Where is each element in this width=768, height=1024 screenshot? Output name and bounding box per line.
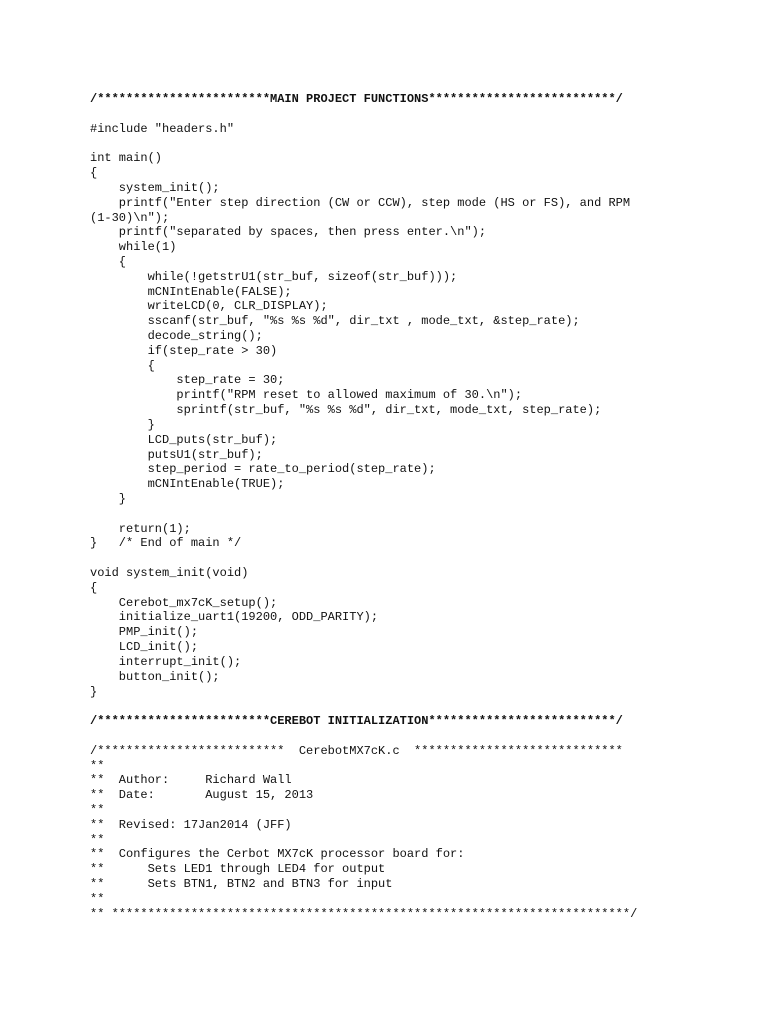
code-line: (1-30)\n");	[90, 210, 170, 225]
code-line: LCD_init();	[90, 640, 199, 655]
code-line: if(step_rate > 30)	[90, 343, 278, 358]
code-line: initialize_uart1(19200, ODD_PARITY);	[90, 610, 379, 625]
code-line: ** Sets BTN1, BTN2 and BTN3 for input	[90, 877, 393, 892]
code-line: {	[90, 166, 98, 181]
code-line: **	[90, 891, 105, 906]
code-line: ** Author: Richard Wall	[90, 773, 292, 788]
code-line: printf("Enter step direction (CW or CCW), step mode (HS or FS), and RPM	[90, 195, 631, 210]
code-line: sscanf(str_buf, "%s %s %d", dir_txt , mode_txt, &step_rate);	[90, 314, 580, 329]
code-line: Cerebot_mx7cK_setup();	[90, 595, 278, 610]
code-line: {	[90, 254, 127, 269]
code-line: ** Revised: 17Jan2014 (JFF)	[90, 817, 292, 832]
code-line: ** Sets LED1 through LED4 for output	[90, 862, 386, 877]
code-line: {	[90, 358, 155, 373]
source-code-listing	[90, 92, 750, 922]
code-line: while(!getstrU1(str_buf, sizeof(str_buf)));	[90, 269, 458, 284]
code-line: system_init();	[90, 180, 220, 195]
code-line: while(1)	[90, 240, 177, 255]
code-line: PMP_init();	[90, 625, 199, 640]
code-line: **	[90, 758, 105, 773]
code-line: **	[90, 832, 105, 847]
code-line: putsU1(str_buf);	[90, 447, 263, 462]
code-line: **	[90, 803, 105, 817]
code-line	[90, 107, 750, 122]
code-line: printf("separated by spaces, then press enter.\n");	[90, 225, 487, 240]
code-line: sprintf(str_buf, "%s %s %d", dir_txt, mode_txt, step_rate);	[90, 403, 602, 418]
code-line: }	[90, 491, 127, 506]
code-line: mCNIntEnable(TRUE);	[90, 477, 285, 492]
code-line	[90, 699, 750, 714]
code-line: step_rate = 30;	[90, 373, 285, 388]
code-line: step_period = rate_to_period(step_rate);	[90, 462, 436, 477]
code-line	[90, 507, 750, 522]
code-line: ** Date: August 15, 2013	[90, 788, 314, 803]
code-line: LCD_puts(str_buf);	[90, 432, 278, 447]
code-line: return(1);	[90, 521, 191, 536]
code-line: #include "headers.h"	[90, 121, 235, 136]
code-line: }	[90, 417, 155, 432]
code-line: /************************** CerebotMX7cK.c *****************************	[90, 743, 623, 758]
section-header-line: /************************MAIN PROJECT FUNCTIONS**************************/	[90, 92, 623, 106]
code-line: decode_string();	[90, 329, 263, 343]
code-line: ** ************************************************************************/	[90, 906, 638, 921]
code-line: ** Configures the Cerbot MX7cK processor board for:	[90, 847, 465, 862]
code-line: mCNIntEnable(FALSE);	[90, 284, 292, 299]
code-line: button_init();	[90, 669, 220, 684]
code-line: } /* End of main */	[90, 536, 242, 551]
code-line: printf("RPM reset to allowed maximum of 30.\n");	[90, 388, 523, 403]
code-line: void system_init(void)	[90, 566, 249, 580]
code-line	[90, 729, 750, 744]
code-line: writeLCD(0, CLR_DISPLAY);	[90, 299, 328, 314]
code-line	[90, 551, 750, 566]
section-header-line: /************************CEREBOT INITIALIZATION**************************/	[90, 714, 623, 729]
code-line: interrupt_init();	[90, 654, 242, 669]
code-line: }	[90, 684, 98, 699]
code-line	[90, 136, 750, 151]
code-line: {	[90, 580, 98, 595]
code-line: int main()	[90, 151, 163, 166]
